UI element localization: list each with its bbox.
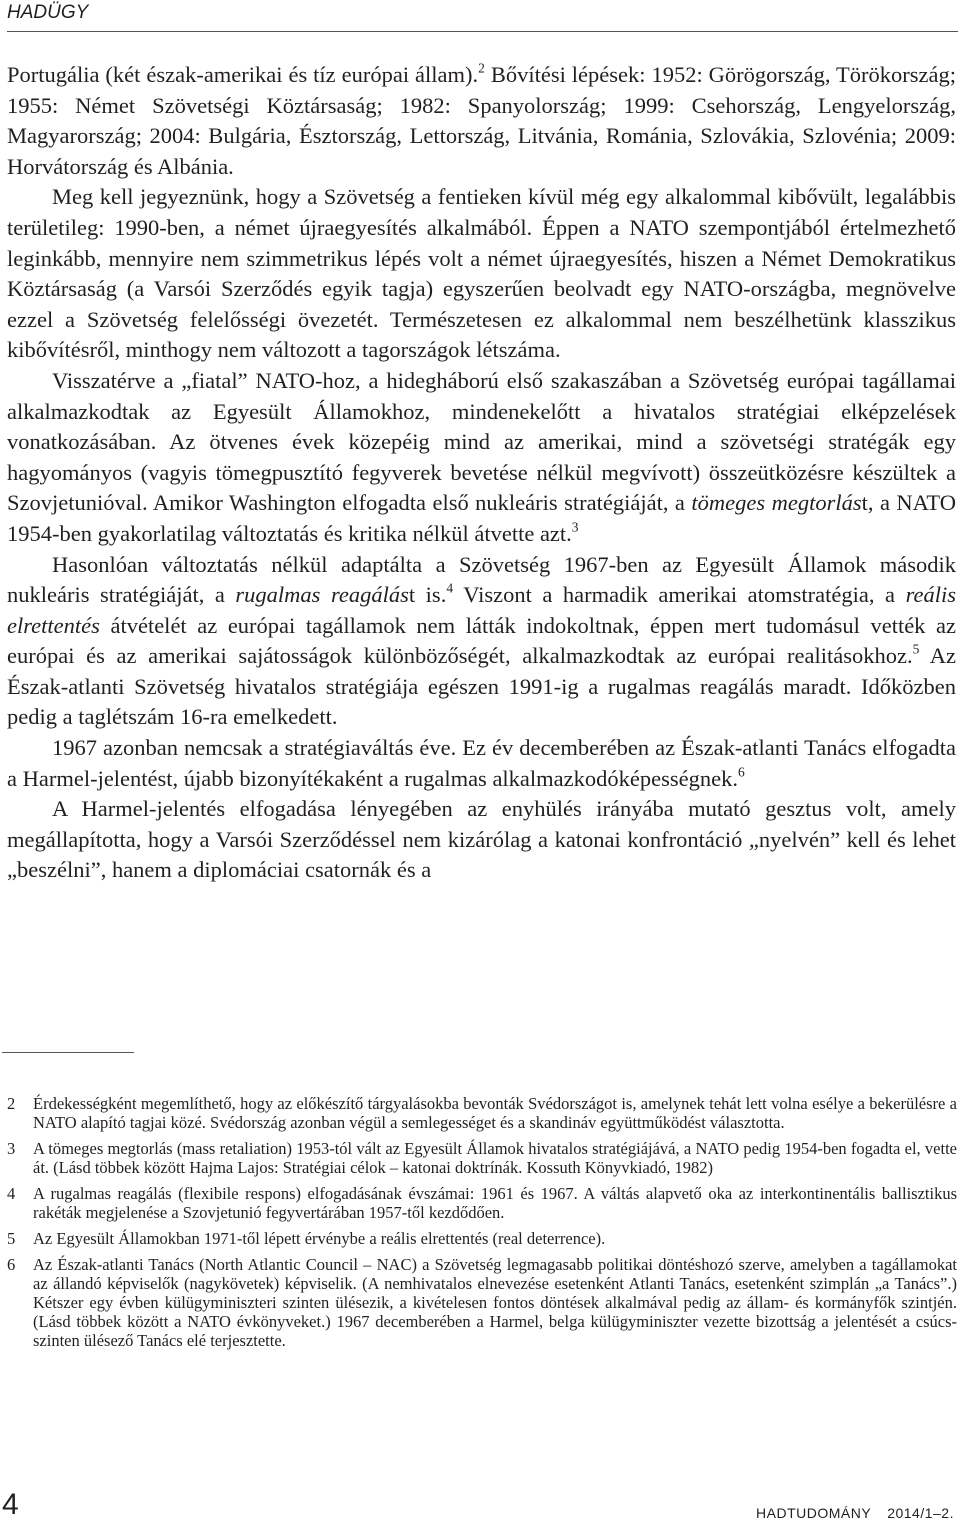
footnote-number: 6 (7, 1255, 16, 1274)
paragraph-5 (7, 733, 956, 794)
paragraph-4-text-c: Viszont a harmadik amerikai atomstratégia, a (453, 582, 906, 608)
footnote-number: 3 (7, 1139, 16, 1158)
footnote-ref-5: 5 (912, 641, 920, 657)
footnote-number: 4 (7, 1184, 16, 1203)
footnote-ref-2: 2 (478, 60, 485, 76)
footnote-item (7, 1229, 957, 1248)
paragraph-1-text-b: Bővítési lépések: 1952: Görögország, Törökország; 1955: Német Szövetségi Köztársaság; 1982: Spanyolország; 1999: Csehország, Lengyelország, Magyarország; 2004: Bulgária, Észtország, Lettország, Litvánia, Románia, Szlovákia, Szlovénia; 2009: Horvátország és Albánia. (7, 62, 956, 179)
footnote-text: A tömeges megtorlás (mass retaliation) 1953-tól vált az Egyesült Államok hivatalos stratégiájává, a NATO pedig 1954-ben fogadta el, vette át. (Lásd többek között Hajma Lajos: Stratégiai célok – katonai doktrínák. Kossuth Könyvkiadó, 1982) (33, 1139, 957, 1177)
paragraph-5-text-a: 1967 azonban nemcsak a stratégiaváltás éve. Ez év decemberében az Észak-atlanti Tanács elfogadta a Harmel-jelentést, újabb bizonyítékaként a rugalmas alkalmazkodóképességnek. (7, 735, 956, 791)
paragraph-4-text-b: t is. (408, 582, 447, 608)
paragraph-4-text-d: átvételét az európai tagállamok nem látták indokoltnak, éppen mert tudomásul vették az európai és az amerikai sajátosságok különbözőségét, alkalmazkodtak az európai realitásokhoz. (7, 612, 956, 669)
footnote-number: 5 (7, 1229, 16, 1248)
italic-term-flexible-response: rugalmas reagálás (235, 582, 409, 608)
footnote-rule (2, 1052, 134, 1053)
journal-title: HADTUDOMÁNY (756, 1505, 872, 1521)
footnote-text: A rugalmas reagálás (flexibile respons) elfogadásának évszámai: 1961 és 1967. A váltás alapvető oka az interkontinentális ballisztikus rakéták megjelenése a Szovjetunió fegyvertárában 1957-től kezdődően. (33, 1184, 957, 1222)
italic-term-realistic-deterrence: reális elrettentés (7, 582, 956, 638)
footnote-item (7, 1139, 957, 1177)
page-number: 4 (2, 1488, 19, 1521)
footnote-ref-3: 3 (571, 519, 579, 535)
paragraph-1 (7, 60, 956, 182)
body-text (7, 60, 956, 886)
paragraph-6: A Harmel-jelentés elfogadása lényegében az enyhülés irányába mutató gesztus volt, amely megállapította, hogy a Varsói Szerződéssel nem kizárólag a katonai konfrontáció „nyelvén” kell és lehet „beszélni”, hanem a diplomáciai csatornák és a (7, 796, 956, 883)
paragraph-3-text-a: Visszatérve a „fiatal” NATO-hoz, a hidegháború első szakaszában a Szövetség európai tagállamai alkalmazkodtak az Egyesült Államokhoz, mindenekelőtt a hivatalos stratégiai elképzelések vonatkozásában. Az ötvenes évek közepéig mind az amerikai, mind a szövetségi stratégák egy hagyományos (vagyis tömegpusztító fegyverek bevetése nélkül megvívott) összeütközésre készültek a Szovjetunióval. Amikor Washington elfogadta első nukleáris stratégiáját, a (7, 367, 956, 516)
header-rule (7, 31, 958, 32)
paragraph-2: Meg kell jegyeznünk, hogy a Szövetség a fentieken kívül még egy alkalommal kibővült, legalábbis területileg: 1990-ben, a német újraegyesítés alkalmából. Éppen a NATO szempontjából értelmezhető leginkább, mennyire nem szimmetrikus lépés volt a német újraegyesítés, hiszen a Német Demokratikus Köztársaság (a Varsói Szerződés egyik tagja) egyszerűen beolvadt egy NATO-országba, megnövelve ezzel a Szövetség felelősségi övezetét. Természetesen ez alkalommal nem beszélhetünk klasszikus kibővítésről, minthogy nem változott a tagországok létszáma. (7, 184, 956, 363)
footnote-item (7, 1255, 957, 1350)
footnote-number: 2 (7, 1094, 16, 1113)
footnote-text: Érdekességként megemlíthető, hogy az előkészítő tárgyalásokba bevonták Svédországot is, amelynek tehát lett volna esélye a bekerülésre a NATO alapító tagjai közé. Svédország azonban végül a semlegességet és a skandináv együttműködést választotta. (33, 1094, 957, 1132)
footnote-text: Az Egyesült Államokban 1971-től lépett érvénybe a reális elrettentés (real deterrence). (33, 1229, 606, 1248)
footnote-item (7, 1184, 957, 1222)
journal-issue: 2014/1–2. (887, 1505, 954, 1521)
paragraph-4 (7, 550, 956, 734)
paragraph-4-text-e: Az Észak-atlanti Szövetség hivatalos stratégiája egészen 1991-ig a rugalmas reagálás maradt. Időközben pedig a taglétszám 16-ra emelkedett. (7, 643, 957, 730)
italic-term-massive-retaliation: tömeges megtorlás (691, 490, 862, 516)
footnote-ref-4: 4 (446, 580, 454, 596)
paragraph-3 (7, 366, 956, 550)
paragraph-1-text-a: Portugália (két észak-amerikai és tíz európai állam). (7, 62, 479, 87)
footnote-text: Az Észak-atlanti Tanács (North Atlantic Council – NAC) a Szövetség legmagasabb politikai döntéshozó szerve, amelyben a tagállamokat az állandó képviselők (nagykövetek) képviselik. (A nemhivatalos elnevezése esetenként Atlanti Tanács, esetenként szimplán „a Tanács”.) Kétszer egy évben külügyminiszteri szinten ülésezik, a kivételesen fontos döntések alkalmával pedig az állam- és kormányfők szintjén. (Lásd többek között a NATO évkönyveket.) 1967 decemberében a Harmel, belga külügyminiszter vezette bizottság a jelentését a csúcs-szinten ülésező Tanács elé terjesztette. (33, 1255, 957, 1350)
paragraph-3-text-b: t, a NATO 1954-ben gyakorlatilag változtatás és kritika nélkül átvette azt. (7, 490, 956, 546)
footnote-ref-6: 6 (737, 764, 745, 780)
running-header: HADÜGY (7, 2, 89, 23)
paragraph-4-text-a: Hasonlóan változtatás nélkül adaptálta a Szövetség 1967-ben az Egyesült Államok második nukleáris stratégiáját, a (7, 551, 956, 608)
footnote-item (7, 1094, 957, 1132)
journal-footer (740, 1505, 954, 1521)
footnotes (7, 1094, 957, 1357)
